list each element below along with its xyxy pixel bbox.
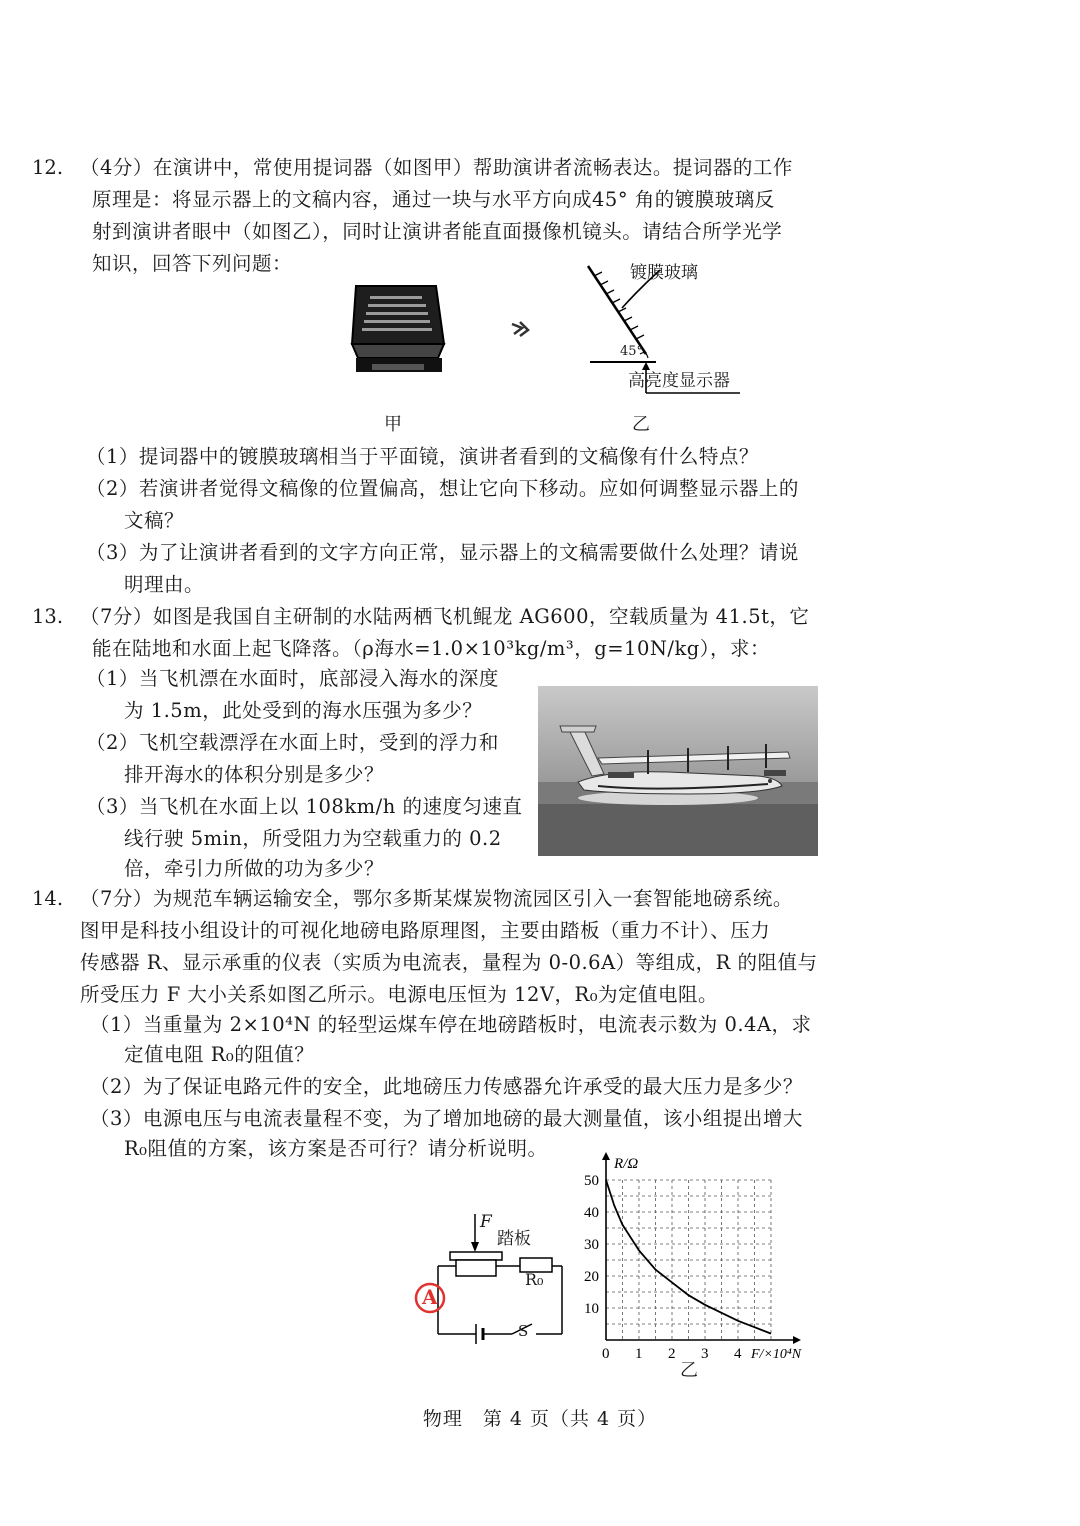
label-display: 高亮度显示器 [628, 371, 730, 391]
q14-number: 14. [32, 887, 64, 910]
q13-stem-line-2: 能在陆地和水面上起飞降落。（ρ海水=1.0×10³kg/m³，g=10N/kg），求： [92, 637, 771, 660]
x-axis-label: F/×10⁴N [751, 1347, 802, 1362]
q13-number: 13. [32, 605, 64, 628]
q13-sub-2: （2）飞机空载漂浮在水面上时，受到的浮力和 [86, 731, 499, 754]
y-tick-label: 40 [584, 1205, 599, 1221]
circuit-label-S: S [518, 1322, 529, 1340]
y-tick-label: 30 [584, 1237, 599, 1253]
label-angle-45: 45° [620, 344, 644, 359]
pen-mark-icon [510, 320, 532, 338]
q13-sub-2-cont: 排开海水的体积分别是多少？ [124, 763, 385, 786]
ammeter-icon: A [422, 1285, 438, 1309]
q12-stem-line-4: 知识，回答下列问题： [92, 252, 293, 275]
q12-number: 12. [32, 156, 64, 179]
q13-sub-3-cont-2: 倍，牵引力所做的功为多少？ [124, 857, 385, 880]
q14-sub-3: （3）电源电压与电流表量程不变，为了增加地磅的最大测量值，该小组提出增大 [90, 1107, 803, 1130]
q12-sub-2-cont: 文稿？ [124, 509, 185, 532]
page-footer: 物理 第 4 页（共 4 页） [422, 1408, 658, 1430]
q14-sub-2: （2）为了保证电路元件的安全，此地磅压力传感器允许承受的最大压力是多少？ [90, 1075, 803, 1098]
y-tick-label: 50 [584, 1173, 599, 1189]
y-tick-label: 10 [584, 1301, 599, 1317]
q12-stem-line-2: 原理是：将显示器上的文稿内容，通过一块与水平方向成45° 角的镀膜玻璃反 [92, 188, 775, 211]
series-line-R-F [606, 1180, 771, 1334]
q14-stem-line-2: 图甲是科技小组设计的可视化地磅电路原理图，主要由踏板（重力不计）、压力 [80, 919, 771, 942]
q12-sub-3-cont: 明理由。 [124, 573, 205, 596]
circuit-label-pedal: 踏板 [497, 1229, 531, 1249]
circuit-label-R0: R₀ [525, 1270, 544, 1289]
q12-sub-2: （2）若演讲者觉得文稿像的位置偏高，想让它向下移动。应如何调整显示器上的 [86, 477, 799, 500]
q13-sub-1: （1）当飞机漂在水面时，底部浸入海水的深度 [86, 667, 499, 690]
q12-sub-1: （1）提词器中的镀膜玻璃相当于平面镜，演讲者看到的文稿像有什么特点？ [86, 445, 759, 468]
seaplane-photo [538, 686, 818, 856]
q14-sub-3-cont: R₀阻值的方案，该方案是否可行？请分析说明。 [124, 1137, 548, 1160]
x-tick-label: 2 [668, 1346, 676, 1362]
q14-stem-line-1: （7分）为规范车辆运输安全，鄂尔多斯某煤炭物流园区引入一套智能地磅系统。 [80, 887, 793, 910]
teleprompter-figure [350, 282, 450, 377]
x-tick-label: 0 [602, 1346, 610, 1362]
q14-stem-line-3: 传感器 R、显示承重的仪表（实质为电流表，量程为 0-0.6A）等组成，R 的阻值与 [80, 951, 818, 974]
q13-sub-3: （3）当飞机在水面上以 108km/h 的速度匀速直 [86, 795, 523, 818]
y-axis-label: R/Ω [614, 1156, 639, 1172]
q14-sub-1: （1）当重量为 2×10⁴N 的轻型运煤车停在地磅踏板时，电流表示数为 0.4A，求 [90, 1013, 812, 1036]
x-axis-arrow [793, 1336, 801, 1344]
label-coated-glass: 镀膜玻璃 [630, 263, 698, 283]
q13-sub-1-cont: 为 1.5m，此处受到的海水压强为多少？ [124, 699, 483, 722]
q12-stem-line-1: （4分）在演讲中，常使用提词器（如图甲）帮助演讲者流畅表达。提词器的工作 [80, 156, 793, 179]
x-tick-label: 4 [734, 1346, 742, 1362]
x-tick-label: 3 [701, 1346, 709, 1362]
q14-stem-line-4: 所受压力 F 大小关系如图乙所示。电源电压恒为 12V，R₀为定值电阻。 [80, 983, 719, 1006]
circuit-label-F: F [480, 1212, 492, 1232]
q14-sub-1-cont: 定值电阻 R₀的阻值？ [124, 1043, 315, 1066]
q12-sub-3: （3）为了让演讲者看到的文字方向正常，显示器上的文稿需要做什么处理？请说 [86, 541, 799, 564]
y-tick-label: 20 [584, 1269, 599, 1285]
q12-stem-line-3: 射到演讲者眼中（如图乙），同时让演讲者能直面摄像机镜头。请结合所学光学 [92, 220, 783, 243]
chart-caption: 乙 [680, 1360, 698, 1381]
y-axis-arrow [602, 1152, 610, 1160]
x-tick-label: 1 [635, 1346, 643, 1362]
fig-jia-caption: 甲 [384, 414, 402, 435]
resistance-force-chart [570, 1148, 830, 1388]
q13-stem-line-1: （7分）如图是我国自主研制的水陆两栖飞机鲲龙 AG600，空载质量为 41.5t，它 [80, 605, 810, 628]
fig-yi-caption-12: 乙 [632, 414, 650, 435]
q13-sub-3-cont-1: 线行驶 5min，所受阻力为空载重力的 0.2 [124, 827, 502, 850]
